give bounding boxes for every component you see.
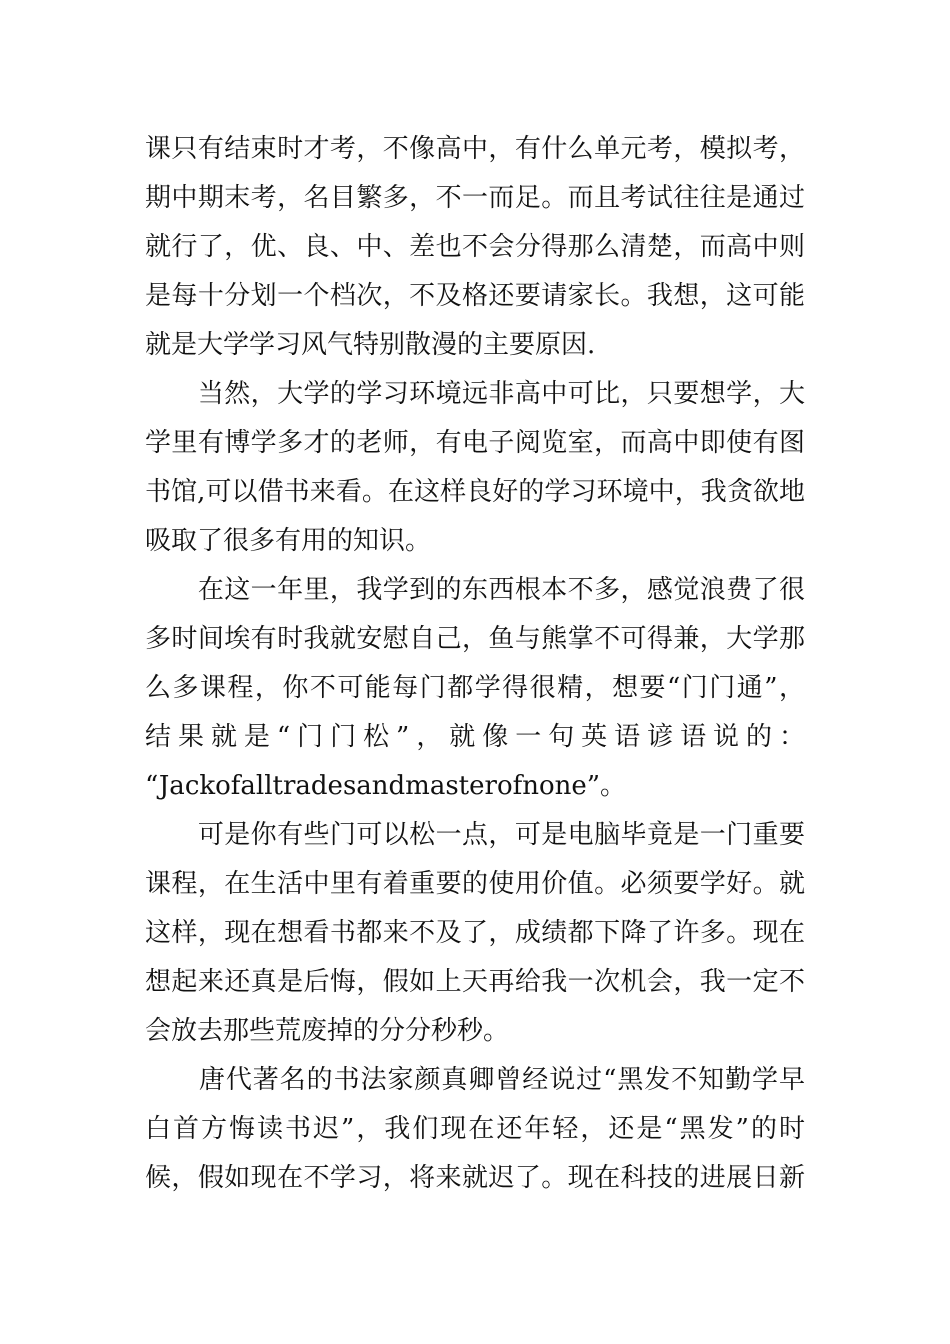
- text-line: 当然，大学的学习环境远非高中可比，只要想学，大: [145, 379, 805, 409]
- text-line: 可是你有些门可以松一点，可是电脑毕竟是一门重要: [145, 820, 805, 850]
- text-line: 么多课程，你不可能每门都学得很精，想要“门门通”，: [145, 673, 805, 703]
- text-line: 学里有博学多才的老师，有电子阅览室，而高中即使有图: [145, 428, 805, 458]
- text-line: 唐代著名的书法家颜真卿曾经说过“黑发不知勤学早: [145, 1065, 805, 1095]
- text-line: 课只有结束时才考，不像高中，有什么单元考，模拟考，: [145, 134, 805, 164]
- text-line: 就行了，优、良、中、差也不会分得那么清楚，而高中则: [145, 232, 805, 262]
- text-line: 是每十分划一个档次，不及格还要请家长。我想，这可能: [145, 281, 805, 311]
- text-line: 吸取了很多有用的知识。: [145, 526, 432, 556]
- text-line: “Jackofalltradesandmasterofnone”。: [145, 771, 627, 801]
- text-line: 书馆,可以借书来看。在这样良好的学习环境中，我贪欲地: [145, 477, 805, 507]
- text-line: 就是大学学习风气特别散漫的主要原因.: [145, 330, 596, 360]
- text-line: 多时间埃有时我就安慰自己，鱼与熊掌不可得兼，大学那: [145, 624, 805, 654]
- text-line: 这样，现在想看书都来不及了，成绩都下降了许多。现在: [145, 918, 805, 948]
- text-line: 白首方悔读书迟”，我们现在还年轻，还是“黑发”的时: [145, 1114, 805, 1144]
- document-body: [145, 128, 805, 1206]
- text-line: 课程，在生活中里有着重要的使用价值。必须要学好。就: [145, 869, 805, 899]
- text-line: 会放去那些荒废掉的分分秒秒。: [145, 1016, 510, 1046]
- text-line: 在这一年里，我学到的东西根本不多，感觉浪费了很: [145, 575, 805, 605]
- text-line: 候，假如现在不学习，将来就迟了。现在科技的进展日新: [145, 1163, 805, 1193]
- text-line: 期中期末考，名目繁多，不一而足。而且考试往往是通过: [145, 183, 805, 213]
- text-line: 想起来还真是后悔，假如上天再给我一次机会，我一定不: [145, 967, 805, 997]
- text-line: 结果就是“门门松”，就像一句英语谚语说的：: [145, 722, 805, 752]
